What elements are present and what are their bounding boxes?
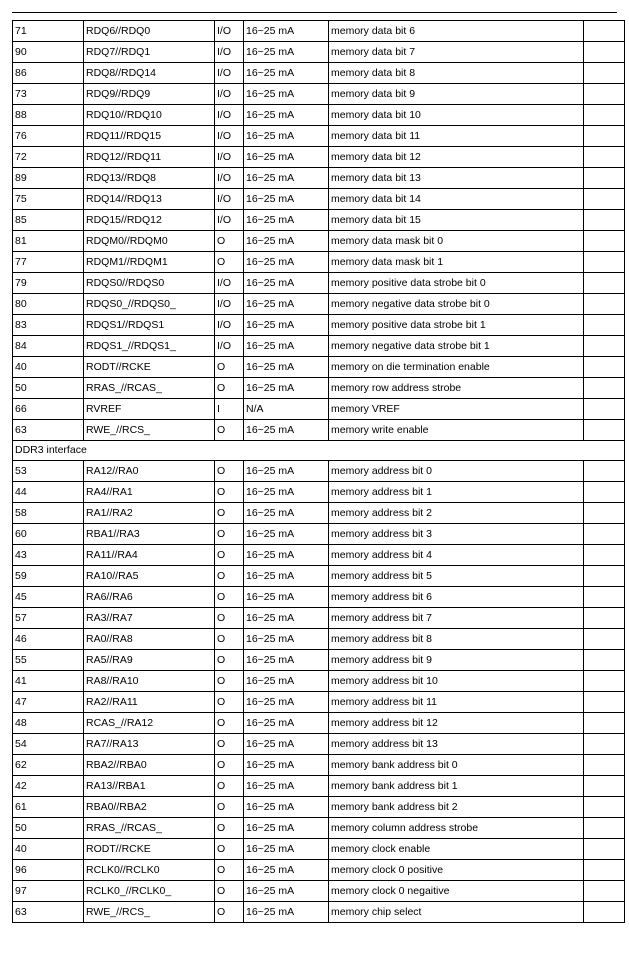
pin-number-cell: 60 — [13, 524, 84, 545]
table-row — [13, 902, 625, 923]
signal-name-cell: RBA0//RBA2 — [84, 797, 215, 818]
signal-name-cell: RDQ10//RDQ10 — [84, 105, 215, 126]
table-row — [13, 336, 625, 357]
empty-cell — [584, 797, 625, 818]
signal-name-cell: RDQ15//RDQ12 — [84, 210, 215, 231]
table-row — [13, 189, 625, 210]
empty-cell — [584, 671, 625, 692]
signal-name-cell: RCLK0//RCLK0 — [84, 860, 215, 881]
description-cell: memory bank address bit 1 — [329, 776, 584, 797]
empty-cell — [584, 21, 625, 42]
drive-current-cell: 16~25 mA — [244, 168, 329, 189]
empty-cell — [584, 378, 625, 399]
description-cell: memory address bit 10 — [329, 671, 584, 692]
table-row — [13, 42, 625, 63]
drive-current-cell: 16~25 mA — [244, 629, 329, 650]
drive-current-cell: N/A — [244, 399, 329, 420]
pin-number-cell: 46 — [13, 629, 84, 650]
empty-cell — [584, 147, 625, 168]
pin-number-cell: 72 — [13, 147, 84, 168]
io-type-cell: I/O — [215, 168, 244, 189]
pin-number-cell: 50 — [13, 818, 84, 839]
empty-cell — [584, 357, 625, 378]
description-cell: memory address bit 9 — [329, 650, 584, 671]
signal-name-cell: RDQ11//RDQ15 — [84, 126, 215, 147]
table-row — [13, 839, 625, 860]
empty-cell — [584, 587, 625, 608]
pin-number-cell: 45 — [13, 587, 84, 608]
empty-cell — [584, 839, 625, 860]
signal-name-cell: RWE_//RCS_ — [84, 420, 215, 441]
empty-cell — [584, 776, 625, 797]
pin-number-cell: 50 — [13, 378, 84, 399]
signal-name-cell: RDQ8//RDQ14 — [84, 63, 215, 84]
drive-current-cell: 16~25 mA — [244, 84, 329, 105]
empty-cell — [584, 545, 625, 566]
empty-cell — [584, 105, 625, 126]
table-row — [13, 608, 625, 629]
signal-name-cell: RA4//RA1 — [84, 482, 215, 503]
pin-number-cell: 66 — [13, 399, 84, 420]
drive-current-cell: 16~25 mA — [244, 881, 329, 902]
signal-name-cell: RDQ6//RDQ0 — [84, 21, 215, 42]
drive-current-cell: 16~25 mA — [244, 231, 329, 252]
description-cell: memory data bit 7 — [329, 42, 584, 63]
table-row — [13, 881, 625, 902]
io-type-cell: O — [215, 461, 244, 482]
signal-name-cell: RA0//RA8 — [84, 629, 215, 650]
table-row — [13, 650, 625, 671]
pin-number-cell: 90 — [13, 42, 84, 63]
signal-name-cell: RDQM1//RDQM1 — [84, 252, 215, 273]
empty-cell — [584, 713, 625, 734]
empty-cell — [584, 650, 625, 671]
pin-number-cell: 76 — [13, 126, 84, 147]
table-row — [13, 461, 625, 482]
description-cell: memory data bit 15 — [329, 210, 584, 231]
table-row — [13, 63, 625, 84]
empty-cell — [584, 126, 625, 147]
io-type-cell: I/O — [215, 189, 244, 210]
pin-number-cell: 73 — [13, 84, 84, 105]
description-cell: memory address bit 0 — [329, 461, 584, 482]
io-type-cell: I/O — [215, 63, 244, 84]
io-type-cell: O — [215, 524, 244, 545]
description-cell: memory clock 0 negaitive — [329, 881, 584, 902]
drive-current-cell: 16~25 mA — [244, 839, 329, 860]
table-row — [13, 315, 625, 336]
empty-cell — [584, 336, 625, 357]
signal-name-cell: RDQS1//RDQS1 — [84, 315, 215, 336]
table-row — [13, 399, 625, 420]
drive-current-cell: 16~25 mA — [244, 252, 329, 273]
empty-cell — [584, 860, 625, 881]
description-cell: memory data bit 12 — [329, 147, 584, 168]
signal-name-cell: RA10//RA5 — [84, 566, 215, 587]
io-type-cell: O — [215, 818, 244, 839]
description-cell: memory on die termination enable — [329, 357, 584, 378]
description-cell: memory data bit 9 — [329, 84, 584, 105]
pin-table-body — [13, 21, 625, 923]
io-type-cell: O — [215, 357, 244, 378]
io-type-cell: O — [215, 860, 244, 881]
description-cell: memory address bit 6 — [329, 587, 584, 608]
empty-cell — [584, 315, 625, 336]
empty-cell — [584, 902, 625, 923]
drive-current-cell: 16~25 mA — [244, 210, 329, 231]
drive-current-cell: 16~25 mA — [244, 21, 329, 42]
io-type-cell: O — [215, 776, 244, 797]
io-type-cell: O — [215, 755, 244, 776]
description-cell: memory negative data strobe bit 0 — [329, 294, 584, 315]
io-type-cell: O — [215, 629, 244, 650]
io-type-cell: I/O — [215, 42, 244, 63]
signal-name-cell: RRAS_//RCAS_ — [84, 378, 215, 399]
drive-current-cell: 16~25 mA — [244, 420, 329, 441]
signal-name-cell: RCLK0_//RCLK0_ — [84, 881, 215, 902]
drive-current-cell: 16~25 mA — [244, 608, 329, 629]
table-row — [13, 524, 625, 545]
empty-cell — [584, 818, 625, 839]
empty-cell — [584, 629, 625, 650]
signal-name-cell: RDQ14//RDQ13 — [84, 189, 215, 210]
table-row — [13, 273, 625, 294]
table-row — [13, 126, 625, 147]
drive-current-cell: 16~25 mA — [244, 461, 329, 482]
description-cell: memory bank address bit 2 — [329, 797, 584, 818]
drive-current-cell: 16~25 mA — [244, 545, 329, 566]
section-title: DDR3 interface — [13, 441, 625, 461]
io-type-cell: O — [215, 881, 244, 902]
table-row — [13, 231, 625, 252]
drive-current-cell: 16~25 mA — [244, 755, 329, 776]
description-cell: memory clock 0 positive — [329, 860, 584, 881]
drive-current-cell: 16~25 mA — [244, 147, 329, 168]
io-type-cell: O — [215, 734, 244, 755]
top-rule — [12, 12, 617, 13]
pin-number-cell: 61 — [13, 797, 84, 818]
signal-name-cell: RDQ13//RDQ8 — [84, 168, 215, 189]
description-cell: memory data bit 14 — [329, 189, 584, 210]
pin-number-cell: 43 — [13, 545, 84, 566]
drive-current-cell: 16~25 mA — [244, 776, 329, 797]
drive-current-cell: 16~25 mA — [244, 126, 329, 147]
drive-current-cell: 16~25 mA — [244, 503, 329, 524]
signal-name-cell: RWE_//RCS_ — [84, 902, 215, 923]
empty-cell — [584, 734, 625, 755]
empty-cell — [584, 420, 625, 441]
empty-cell — [584, 566, 625, 587]
description-cell: memory address bit 5 — [329, 566, 584, 587]
drive-current-cell: 16~25 mA — [244, 378, 329, 399]
table-row — [13, 147, 625, 168]
signal-name-cell: RDQS1_//RDQS1_ — [84, 336, 215, 357]
table-row — [13, 776, 625, 797]
signal-name-cell: RCAS_//RA12 — [84, 713, 215, 734]
pin-number-cell: 81 — [13, 231, 84, 252]
drive-current-cell: 16~25 mA — [244, 902, 329, 923]
io-type-cell: O — [215, 420, 244, 441]
description-cell: memory data bit 8 — [329, 63, 584, 84]
description-cell: memory address bit 12 — [329, 713, 584, 734]
empty-cell — [584, 252, 625, 273]
drive-current-cell: 16~25 mA — [244, 315, 329, 336]
signal-name-cell: RDQ7//RDQ1 — [84, 42, 215, 63]
description-cell: memory address bit 7 — [329, 608, 584, 629]
io-type-cell: O — [215, 378, 244, 399]
io-type-cell: O — [215, 713, 244, 734]
io-type-cell: O — [215, 482, 244, 503]
description-cell: memory row address strobe — [329, 378, 584, 399]
io-type-cell: O — [215, 671, 244, 692]
pin-number-cell: 96 — [13, 860, 84, 881]
io-type-cell: O — [215, 692, 244, 713]
pin-number-cell: 80 — [13, 294, 84, 315]
table-row — [13, 21, 625, 42]
signal-name-cell: RDQ12//RDQ11 — [84, 147, 215, 168]
drive-current-cell: 16~25 mA — [244, 797, 329, 818]
table-row — [13, 210, 625, 231]
description-cell: memory positive data strobe bit 1 — [329, 315, 584, 336]
drive-current-cell: 16~25 mA — [244, 671, 329, 692]
empty-cell — [584, 210, 625, 231]
pin-number-cell: 41 — [13, 671, 84, 692]
table-row — [13, 420, 625, 441]
signal-name-cell: RA3//RA7 — [84, 608, 215, 629]
table-row — [13, 734, 625, 755]
empty-cell — [584, 84, 625, 105]
table-row — [13, 629, 625, 650]
description-cell: memory clock enable — [329, 839, 584, 860]
description-cell: memory data mask bit 1 — [329, 252, 584, 273]
description-cell: memory column address strobe — [329, 818, 584, 839]
description-cell: memory address bit 1 — [329, 482, 584, 503]
io-type-cell: O — [215, 231, 244, 252]
table-row — [13, 545, 625, 566]
pin-number-cell: 40 — [13, 357, 84, 378]
description-cell: memory chip select — [329, 902, 584, 923]
table-row — [13, 713, 625, 734]
io-type-cell: O — [215, 252, 244, 273]
table-row — [13, 755, 625, 776]
pin-number-cell: 71 — [13, 21, 84, 42]
io-type-cell: I/O — [215, 84, 244, 105]
table-row — [13, 357, 625, 378]
pin-number-cell: 40 — [13, 839, 84, 860]
pin-number-cell: 88 — [13, 105, 84, 126]
pin-number-cell: 44 — [13, 482, 84, 503]
description-cell: memory positive data strobe bit 0 — [329, 273, 584, 294]
drive-current-cell: 16~25 mA — [244, 650, 329, 671]
drive-current-cell: 16~25 mA — [244, 336, 329, 357]
signal-name-cell: RVREF — [84, 399, 215, 420]
table-row — [13, 252, 625, 273]
pin-number-cell: 62 — [13, 755, 84, 776]
io-type-cell: O — [215, 839, 244, 860]
io-type-cell: O — [215, 566, 244, 587]
pin-number-cell: 77 — [13, 252, 84, 273]
signal-name-cell: RDQM0//RDQM0 — [84, 231, 215, 252]
pin-number-cell: 75 — [13, 189, 84, 210]
io-type-cell: I/O — [215, 336, 244, 357]
table-row — [13, 566, 625, 587]
io-type-cell: I/O — [215, 105, 244, 126]
table-row — [13, 503, 625, 524]
pin-number-cell: 85 — [13, 210, 84, 231]
description-cell: memory address bit 3 — [329, 524, 584, 545]
io-type-cell: I/O — [215, 147, 244, 168]
io-type-cell: O — [215, 608, 244, 629]
section-header-row — [13, 441, 625, 461]
empty-cell — [584, 399, 625, 420]
drive-current-cell: 16~25 mA — [244, 273, 329, 294]
empty-cell — [584, 42, 625, 63]
pin-table — [12, 20, 625, 923]
pin-number-cell: 58 — [13, 503, 84, 524]
empty-cell — [584, 63, 625, 84]
empty-cell — [584, 189, 625, 210]
description-cell: memory address bit 4 — [329, 545, 584, 566]
io-type-cell: I/O — [215, 315, 244, 336]
signal-name-cell: RODT//RCKE — [84, 357, 215, 378]
signal-name-cell: RA8//RA10 — [84, 671, 215, 692]
description-cell: memory data bit 11 — [329, 126, 584, 147]
pin-number-cell: 54 — [13, 734, 84, 755]
drive-current-cell: 16~25 mA — [244, 566, 329, 587]
io-type-cell: O — [215, 587, 244, 608]
io-type-cell: I/O — [215, 126, 244, 147]
io-type-cell: I/O — [215, 210, 244, 231]
table-row — [13, 482, 625, 503]
description-cell: memory bank address bit 0 — [329, 755, 584, 776]
signal-name-cell: RBA2//RBA0 — [84, 755, 215, 776]
signal-name-cell: RODT//RCKE — [84, 839, 215, 860]
drive-current-cell: 16~25 mA — [244, 734, 329, 755]
drive-current-cell: 16~25 mA — [244, 105, 329, 126]
signal-name-cell: RA2//RA11 — [84, 692, 215, 713]
description-cell: memory address bit 11 — [329, 692, 584, 713]
drive-current-cell: 16~25 mA — [244, 294, 329, 315]
signal-name-cell: RA5//RA9 — [84, 650, 215, 671]
table-row — [13, 587, 625, 608]
drive-current-cell: 16~25 mA — [244, 42, 329, 63]
drive-current-cell: 16~25 mA — [244, 357, 329, 378]
signal-name-cell: RRAS_//RCAS_ — [84, 818, 215, 839]
description-cell: memory write enable — [329, 420, 584, 441]
io-type-cell: O — [215, 545, 244, 566]
empty-cell — [584, 755, 625, 776]
pin-number-cell: 53 — [13, 461, 84, 482]
empty-cell — [584, 482, 625, 503]
description-cell: memory data bit 13 — [329, 168, 584, 189]
empty-cell — [584, 294, 625, 315]
signal-name-cell: RDQS0_//RDQS0_ — [84, 294, 215, 315]
pin-number-cell: 86 — [13, 63, 84, 84]
signal-name-cell: RA6//RA6 — [84, 587, 215, 608]
pin-number-cell: 97 — [13, 881, 84, 902]
empty-cell — [584, 231, 625, 252]
io-type-cell: O — [215, 797, 244, 818]
io-type-cell: O — [215, 650, 244, 671]
pin-number-cell: 59 — [13, 566, 84, 587]
signal-name-cell: RDQ9//RDQ9 — [84, 84, 215, 105]
io-type-cell: I — [215, 399, 244, 420]
empty-cell — [584, 692, 625, 713]
pin-number-cell: 55 — [13, 650, 84, 671]
empty-cell — [584, 273, 625, 294]
io-type-cell: O — [215, 503, 244, 524]
pin-number-cell: 47 — [13, 692, 84, 713]
description-cell: memory address bit 2 — [329, 503, 584, 524]
description-cell: memory negative data strobe bit 1 — [329, 336, 584, 357]
pin-number-cell: 48 — [13, 713, 84, 734]
signal-name-cell: RA1//RA2 — [84, 503, 215, 524]
table-row — [13, 818, 625, 839]
pin-number-cell: 42 — [13, 776, 84, 797]
io-type-cell: I/O — [215, 273, 244, 294]
pin-number-cell: 63 — [13, 902, 84, 923]
description-cell: memory address bit 13 — [329, 734, 584, 755]
description-cell: memory address bit 8 — [329, 629, 584, 650]
pin-number-cell: 84 — [13, 336, 84, 357]
table-row — [13, 860, 625, 881]
drive-current-cell: 16~25 mA — [244, 713, 329, 734]
signal-name-cell: RA12//RA0 — [84, 461, 215, 482]
pin-number-cell: 79 — [13, 273, 84, 294]
drive-current-cell: 16~25 mA — [244, 482, 329, 503]
table-row — [13, 797, 625, 818]
io-type-cell: I/O — [215, 21, 244, 42]
empty-cell — [584, 524, 625, 545]
drive-current-cell: 16~25 mA — [244, 189, 329, 210]
drive-current-cell: 16~25 mA — [244, 860, 329, 881]
signal-name-cell: RDQS0//RDQS0 — [84, 273, 215, 294]
drive-current-cell: 16~25 mA — [244, 818, 329, 839]
table-row — [13, 105, 625, 126]
description-cell: memory data bit 6 — [329, 21, 584, 42]
signal-name-cell: RA7//RA13 — [84, 734, 215, 755]
description-cell: memory data bit 10 — [329, 105, 584, 126]
drive-current-cell: 16~25 mA — [244, 63, 329, 84]
empty-cell — [584, 608, 625, 629]
drive-current-cell: 16~25 mA — [244, 587, 329, 608]
signal-name-cell: RBA1//RA3 — [84, 524, 215, 545]
table-row — [13, 692, 625, 713]
io-type-cell: O — [215, 902, 244, 923]
table-row — [13, 671, 625, 692]
signal-name-cell: RA13//RBA1 — [84, 776, 215, 797]
io-type-cell: I/O — [215, 294, 244, 315]
pin-number-cell: 83 — [13, 315, 84, 336]
table-row — [13, 168, 625, 189]
empty-cell — [584, 461, 625, 482]
pin-number-cell: 89 — [13, 168, 84, 189]
pin-number-cell: 63 — [13, 420, 84, 441]
drive-current-cell: 16~25 mA — [244, 524, 329, 545]
empty-cell — [584, 168, 625, 189]
table-row — [13, 84, 625, 105]
pin-number-cell: 57 — [13, 608, 84, 629]
drive-current-cell: 16~25 mA — [244, 692, 329, 713]
table-row — [13, 294, 625, 315]
description-cell: memory data mask bit 0 — [329, 231, 584, 252]
empty-cell — [584, 503, 625, 524]
table-row — [13, 378, 625, 399]
empty-cell — [584, 881, 625, 902]
description-cell: memory VREF — [329, 399, 584, 420]
signal-name-cell: RA11//RA4 — [84, 545, 215, 566]
